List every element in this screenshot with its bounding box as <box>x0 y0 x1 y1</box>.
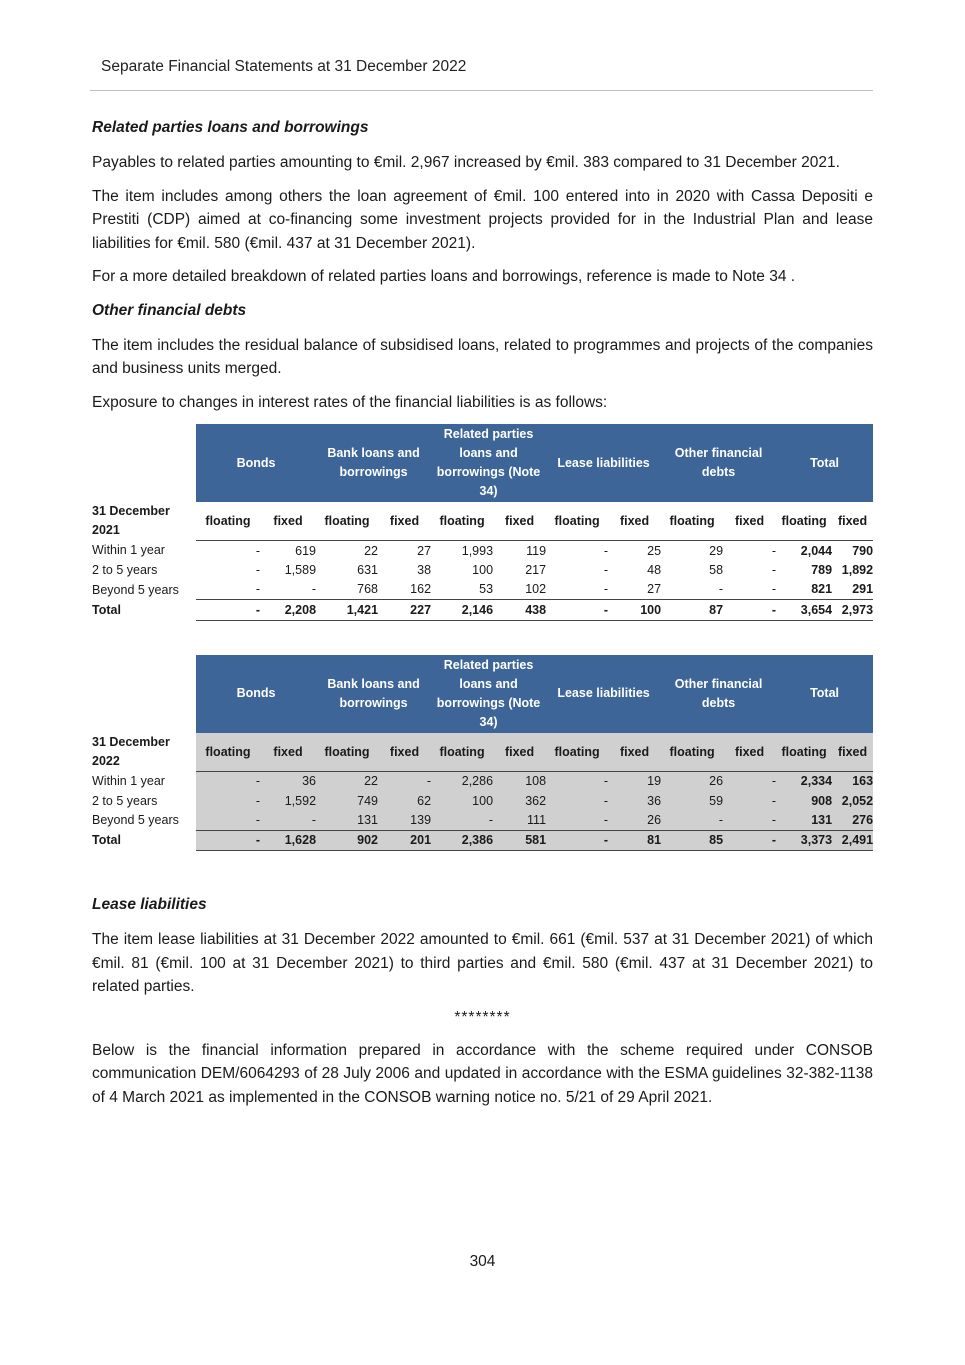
table-cell: 27 <box>647 582 662 597</box>
table-cell: 100 <box>472 563 494 578</box>
column-group-header: Related parties loans and borrowings (Note 34) <box>431 424 546 502</box>
column-group-header: Bank loans and borrowings <box>316 424 431 502</box>
row-label: 2 to 5 years <box>92 793 158 808</box>
table-cell: - <box>546 771 608 791</box>
table-cell: - <box>196 830 260 850</box>
table-cell: 201 <box>378 830 431 850</box>
interest-exposure-table-2022 <box>92 655 873 852</box>
table-cell: 749 <box>316 791 378 810</box>
table-cell: - <box>546 830 608 850</box>
column-group-header: Bank loans and borrowings <box>316 655 431 733</box>
table-cell: - <box>196 810 260 830</box>
fixed-header: fixed <box>504 514 535 528</box>
table-cell: - <box>196 771 260 791</box>
table-cell: - <box>771 582 777 597</box>
table-cell: 38 <box>417 563 432 578</box>
page-number: 304 <box>469 1253 496 1270</box>
paragraph: The item includes the residual balance of subsidised loans, related to programmes and projects of the companies and business units merged. <box>92 336 873 377</box>
period-label: 31 December 2021 <box>92 504 170 538</box>
fixed-header: fixed <box>608 733 661 772</box>
column-group-header: Lease liabilities <box>546 655 661 733</box>
table-cell: 362 <box>493 791 546 810</box>
table-cell: - <box>431 810 493 830</box>
table-cell: 100 <box>608 600 661 620</box>
table-cell: 1,993 <box>431 541 493 561</box>
main-content <box>92 116 873 1119</box>
fixed-header: fixed <box>734 514 765 528</box>
table-cell: - <box>723 830 776 850</box>
header-blank-cell <box>92 655 196 733</box>
table-cell: 2,208 <box>260 600 316 620</box>
fixed-header: fixed <box>493 733 546 772</box>
table-cell: - <box>723 771 776 791</box>
paragraph: The item lease liabilities at 31 December 2022 amounted to €mil. 661 (€mil. 537 at 31 December 2021) of which €mil. 81 (€mil. 100 at 31 December 2021) to third parties and €mil. 580 (€mil. 437 at 31 December 2021) to related parties. <box>92 931 873 996</box>
period-label: 31 December 2022 <box>92 734 170 768</box>
table-row <box>92 810 873 830</box>
table-cell: 2,052 <box>832 791 873 810</box>
fixed-header: fixed <box>837 514 868 528</box>
row-label: Within 1 year <box>92 543 165 558</box>
table-cell: - <box>771 563 777 578</box>
table-cell: 85 <box>661 830 723 850</box>
paragraph: The item includes among others the loan agreement of €mil. 100 entered into in 2020 with Cassa Depositi e Prestiti (CDP) aimed at co-financing some investment projects provided for in the Industrial Plan and lease liabilities for €mil. 580 (€mil. 437 at 31 December 2021). <box>92 187 873 252</box>
table-cell: 100 <box>431 791 493 810</box>
table-cell: 3,373 <box>776 830 832 850</box>
header-divider <box>90 90 873 91</box>
floating-header: floating <box>316 733 378 772</box>
table-cell: 26 <box>661 771 723 791</box>
section-heading-related-parties: Related parties loans and borrowings <box>92 119 369 136</box>
table-row <box>92 771 873 791</box>
table-cell: 22 <box>316 541 378 561</box>
table-cell: 131 <box>316 810 378 830</box>
floating-header: floating <box>776 733 832 772</box>
table-cell: 26 <box>608 810 661 830</box>
table-cell: 1,628 <box>260 830 316 850</box>
column-group-header: Other financial debts <box>661 655 776 733</box>
table-cell: 162 <box>410 582 432 597</box>
table-cell: 291 <box>852 582 874 597</box>
table-cell: 22 <box>316 771 378 791</box>
floating-header: floating <box>661 733 723 772</box>
table-cell: - <box>378 771 431 791</box>
table-cell: 3,654 <box>776 600 832 620</box>
fixed-header: fixed <box>723 733 776 772</box>
table-cell: 111 <box>493 810 546 830</box>
table-cell: - <box>196 791 260 810</box>
table-cell: 2,973 <box>832 600 873 620</box>
table-body <box>92 424 873 620</box>
table-cell: 59 <box>661 791 723 810</box>
table-row <box>92 560 873 579</box>
table-cell: 217 <box>525 563 547 578</box>
row-label: Beyond 5 years <box>92 813 179 828</box>
table-header-row <box>92 655 873 733</box>
page-header-title: Separate Financial Statements at 31 December 2022 <box>101 58 467 75</box>
table-cell: - <box>311 582 317 597</box>
row-label: Total <box>92 602 121 617</box>
table-cell: 438 <box>493 600 546 620</box>
table-cell: - <box>603 563 609 578</box>
table-cell: 768 <box>357 582 379 597</box>
floating-header: floating <box>431 733 493 772</box>
table-cell: 1,589 <box>284 563 317 578</box>
table-cell: - <box>723 541 776 561</box>
table-cell: 58 <box>709 563 724 578</box>
column-group-header: Total <box>776 655 873 733</box>
row-label: Beyond 5 years <box>92 582 179 597</box>
table-cell: - <box>723 600 776 620</box>
column-group-header: Other financial debts <box>661 424 776 502</box>
table-cell: - <box>196 541 260 561</box>
table-subheader-row <box>92 502 873 541</box>
column-group-header: Bonds <box>196 424 316 502</box>
table-cell: - <box>603 582 609 597</box>
table-cell: 62 <box>378 791 431 810</box>
table-cell: - <box>723 791 776 810</box>
table-row <box>92 580 873 600</box>
table-cell: - <box>546 600 608 620</box>
table-cell: 102 <box>525 582 547 597</box>
fixed-header: fixed <box>260 733 316 772</box>
table-cell: 163 <box>832 771 873 791</box>
floating-header: floating <box>546 733 608 772</box>
table-cell: 48 <box>647 563 662 578</box>
section-heading-other-financial-debts: Other financial debts <box>92 301 247 319</box>
table-cell: 908 <box>776 791 832 810</box>
table-header-row <box>92 424 873 502</box>
table-cell: 2,044 <box>776 541 832 561</box>
table-cell: 2,491 <box>832 830 873 850</box>
table-total-row <box>92 600 873 620</box>
table-cell: 108 <box>493 771 546 791</box>
table-cell: 2,334 <box>776 771 832 791</box>
table-cell: 581 <box>493 830 546 850</box>
table-cell: 1,421 <box>316 600 378 620</box>
table-cell: 2,286 <box>431 771 493 791</box>
table-cell: 789 <box>811 563 833 578</box>
section-separator: ******** <box>454 1008 511 1026</box>
table-cell: 29 <box>661 541 723 561</box>
table-cell: 631 <box>357 563 379 578</box>
table-cell: 227 <box>378 600 431 620</box>
paragraph: Payables to related parties amounting to €mil. 2,967 increased by €mil. 383 compared to 31 December 2021. <box>92 154 840 171</box>
table-cell: 36 <box>260 771 316 791</box>
fixed-header: fixed <box>378 733 431 772</box>
fixed-header: fixed <box>389 514 420 528</box>
table-cell: - <box>260 810 316 830</box>
table-cell: 1,592 <box>260 791 316 810</box>
table-cell: 2,386 <box>431 830 493 850</box>
column-group-header: Related parties loans and borrowings (Note 34) <box>431 655 546 733</box>
table-cell: - <box>196 600 260 620</box>
table-cell: - <box>255 563 260 578</box>
table-cell: - <box>546 541 608 561</box>
table-cell: 821 <box>811 582 833 597</box>
floating-header: floating <box>196 733 260 772</box>
table-cell: 81 <box>608 830 661 850</box>
row-label: Total <box>92 833 121 848</box>
table-cell: 27 <box>378 541 431 561</box>
fixed-header: fixed <box>273 514 303 528</box>
floating-header: floating <box>205 514 251 528</box>
table-row <box>92 791 873 810</box>
floating-header: floating <box>554 514 600 528</box>
fixed-header: fixed <box>619 514 650 528</box>
interest-exposure-table-2021 <box>92 424 873 621</box>
column-group-header: Total <box>776 424 873 502</box>
section-heading-lease-liabilities: Lease liabilities <box>92 896 207 914</box>
table-cell: 25 <box>608 541 661 561</box>
floating-header: floating <box>669 514 715 528</box>
table-cell: 790 <box>832 541 873 561</box>
table-cell: 139 <box>378 810 431 830</box>
table-row <box>92 541 873 561</box>
row-label: 2 to 5 years <box>92 563 158 578</box>
table-subheader-row <box>92 733 873 772</box>
table-cell: 87 <box>661 600 723 620</box>
paragraph: Exposure to changes in interest rates of the financial liabilities is as follows: <box>92 393 608 411</box>
column-group-header: Lease liabilities <box>546 424 661 502</box>
table-cell: - <box>718 582 724 597</box>
table-cell: 19 <box>608 771 661 791</box>
header-blank-cell <box>92 424 196 502</box>
floating-header: floating <box>781 514 827 528</box>
table-total-row <box>92 830 873 850</box>
table-cell: 53 <box>479 582 494 597</box>
floating-header: floating <box>324 514 370 528</box>
paragraph: For a more detailed breakdown of related parties loans and borrowings, reference is made to Note 34 . <box>92 268 796 285</box>
table-cell: 276 <box>832 810 873 830</box>
table-cell: - <box>255 582 260 597</box>
table-cell: 119 <box>493 541 546 561</box>
table-cell: 2,146 <box>431 600 493 620</box>
table-cell: - <box>661 810 723 830</box>
table-cell: 36 <box>608 791 661 810</box>
fixed-header: fixed <box>832 733 873 772</box>
floating-header: floating <box>439 514 485 528</box>
table-body <box>92 655 873 851</box>
table-cell: - <box>546 791 608 810</box>
row-label: Within 1 year <box>92 774 165 788</box>
table-cell: 619 <box>260 541 316 561</box>
table-cell: 1,892 <box>841 563 874 578</box>
column-group-header: Bonds <box>196 655 316 733</box>
table-cell: - <box>546 810 608 830</box>
table-cell: - <box>723 810 776 830</box>
table-cell: 902 <box>316 830 378 850</box>
paragraph: Below is the financial information prepared in accordance with the scheme required under CONSOB communication DEM/6064293 of 28 July 2006 and updated in accordance with the ESMA guidelines 32-382-1138 of 4 March 2021 as implemented in the CONSOB warning notice no. 5/21 of 29 April 2021. <box>92 1041 873 1106</box>
table-cell: 131 <box>776 810 832 830</box>
